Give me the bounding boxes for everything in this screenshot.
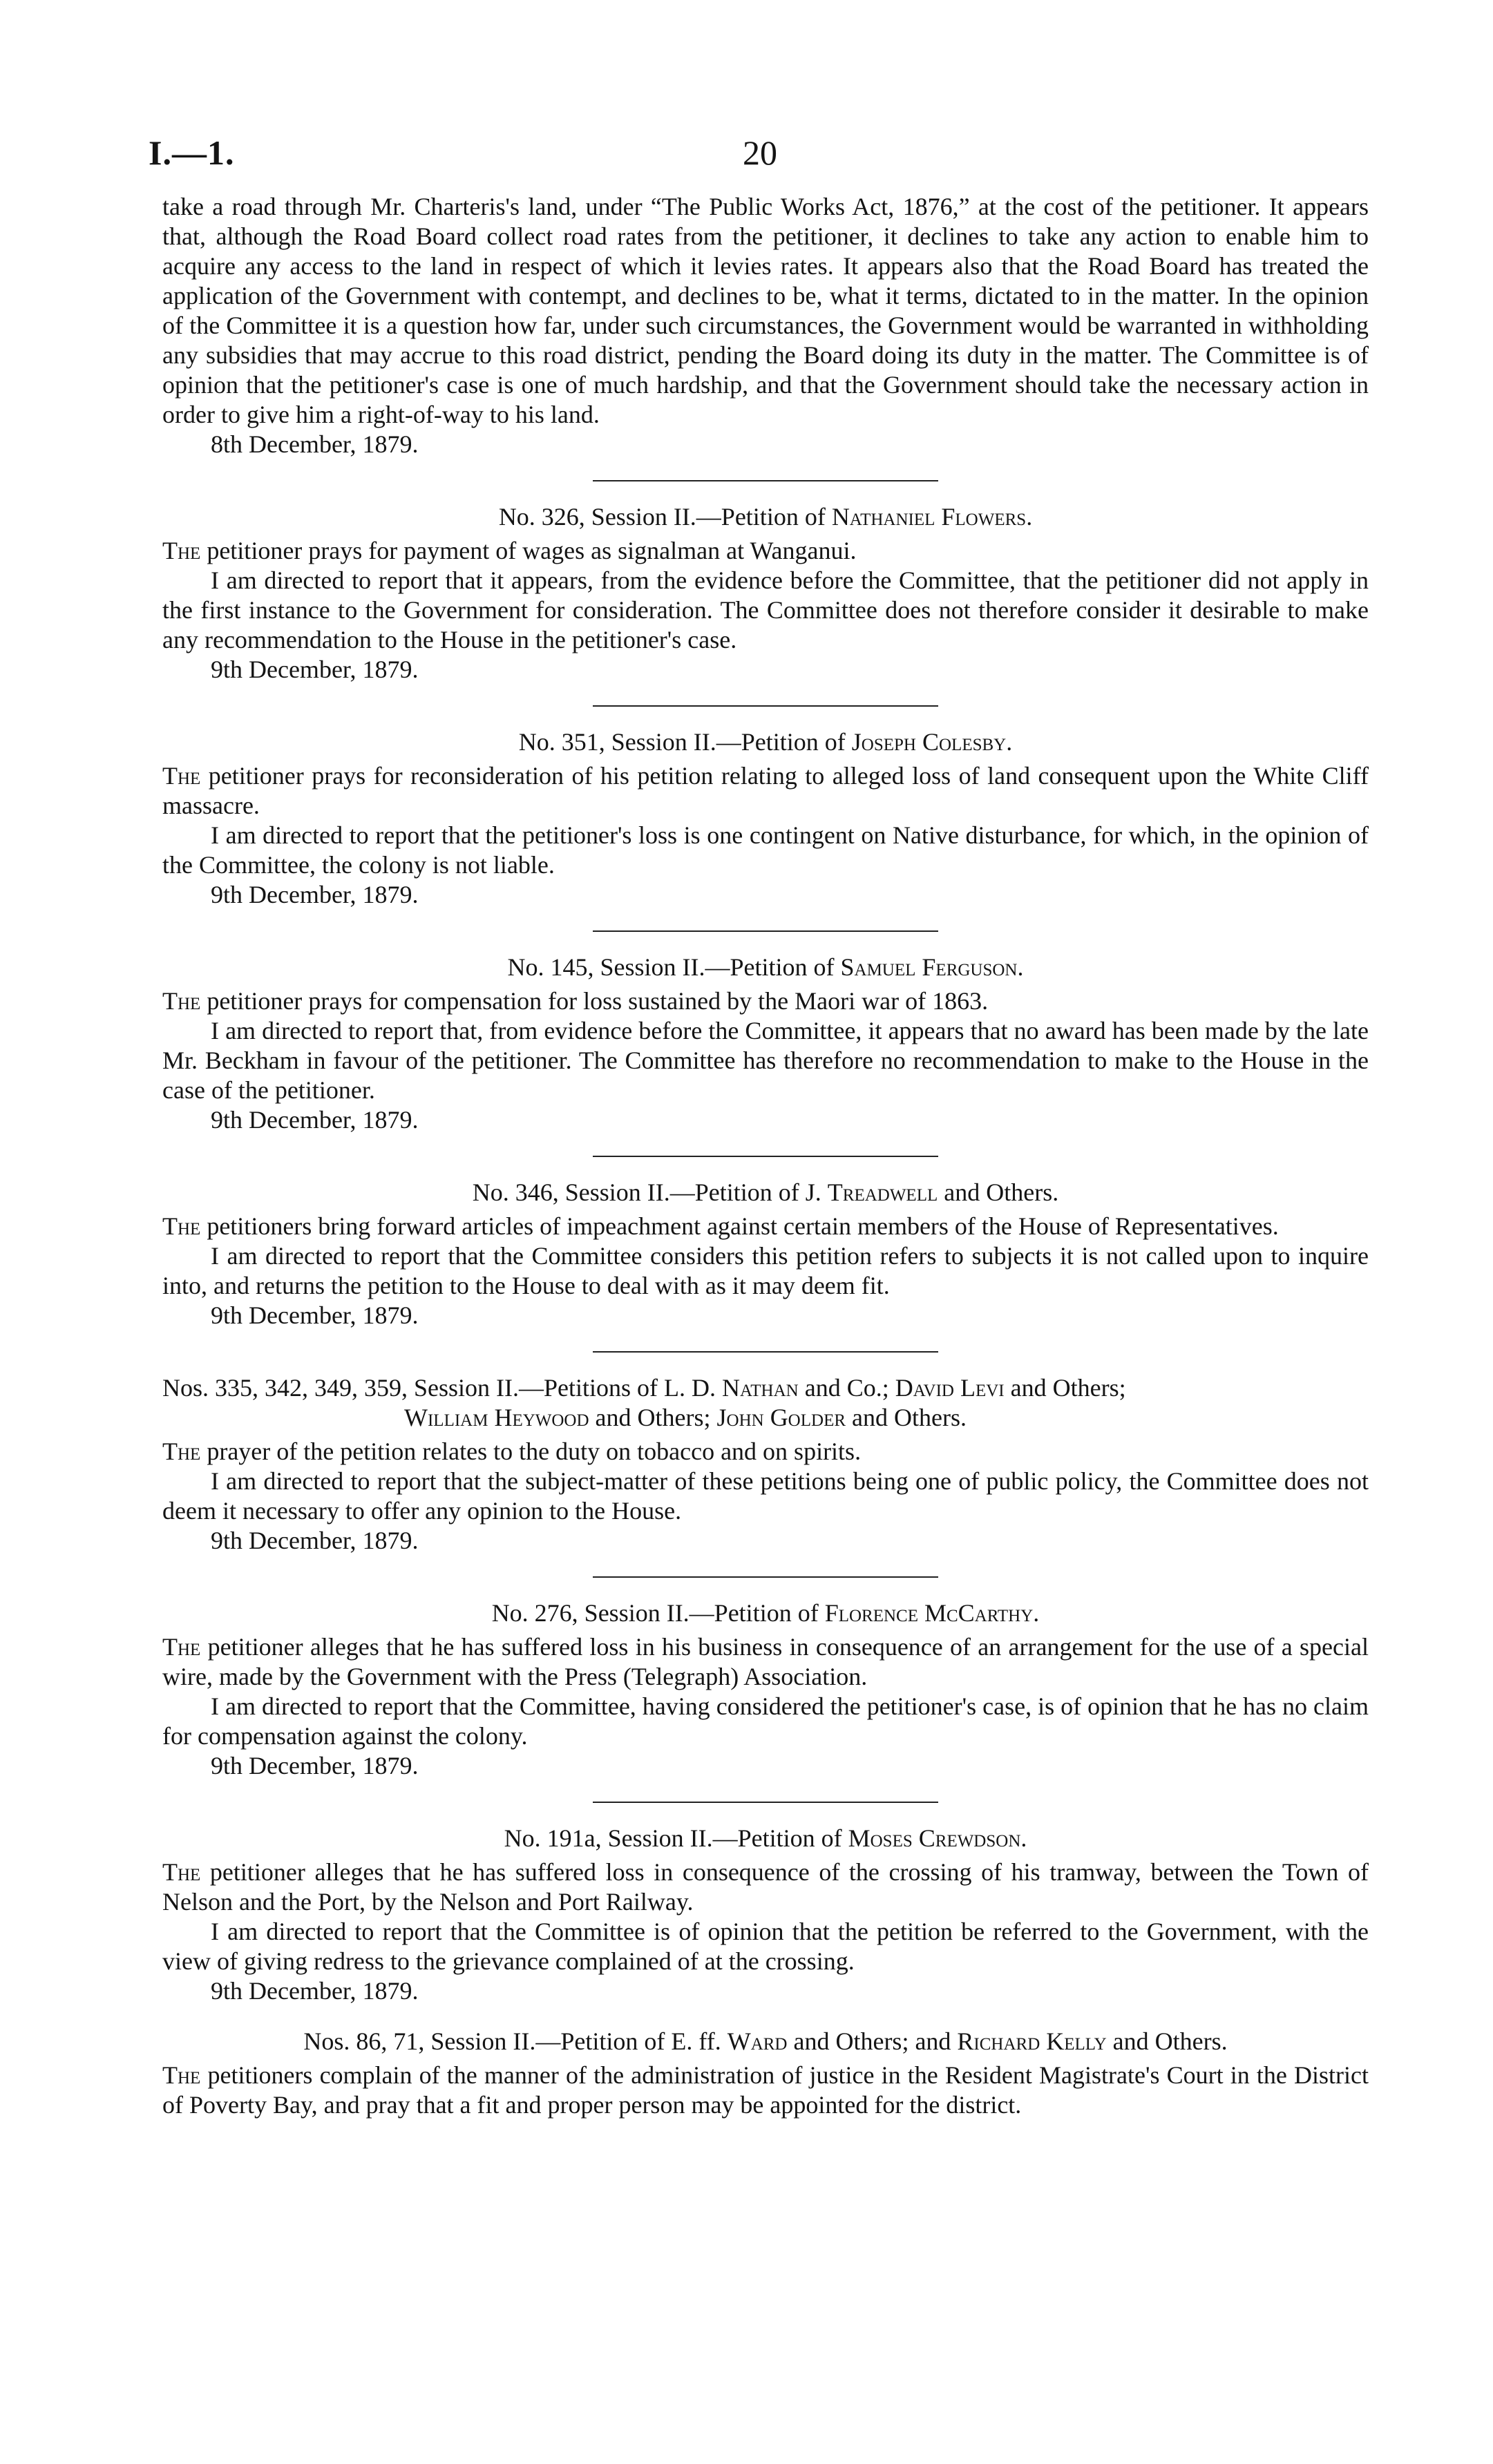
report-paragraph: I am directed to report that the Committee is of opinion that the petition be referred to the Government, with the view of giving redress to the grievance complained of at the crossing. — [162, 1918, 1369, 1975]
petitioner-name: Ward — [727, 2027, 788, 2055]
petitioner-name: William Heywood — [404, 1404, 589, 1431]
report-date: 9th December, 1879. — [211, 1977, 419, 2005]
prayer-paragraph: The petitioner alleges that he has suffered loss in his business in consequence of an arrangement for the use of a special wire, made by the Government with the Press (Telegraph) Association. — [162, 1633, 1369, 1690]
petition-section-multi — [162, 1373, 1369, 1556]
petition-section — [162, 2027, 1369, 2120]
petitioner-name: Nathan — [722, 1374, 799, 1402]
petition-heading: No. 346, Session II.—Petition of J. Treadwell and Others. — [472, 1178, 1059, 1206]
petitioner-name: David Levi — [895, 1374, 1005, 1402]
section-divider — [593, 1351, 938, 1353]
petition-heading: No. 326, Session II.—Petition of Nathaniel Flowers. — [498, 503, 1033, 531]
section-divider — [593, 1156, 938, 1157]
report-date: 9th December, 1879. — [211, 1301, 419, 1329]
section-divider — [593, 1802, 938, 1803]
prayer-paragraph: The petitioner prays for payment of wages as signalman at Wanganui. — [162, 537, 857, 564]
section-divider — [593, 480, 938, 481]
prayer-paragraph: The petitioner prays for compensation for loss sustained by the Maori war of 1863. — [162, 987, 989, 1015]
report-paragraph: I am directed to report that the Committee, having considered the petitioner's case, is of opinion that he has no claim for compensation against the colony. — [162, 1692, 1369, 1750]
petition-heading: No. 276, Session II.—Petition of Florence McCarthy. — [491, 1599, 1040, 1627]
petitioner-name: Florence McCarthy — [824, 1599, 1034, 1627]
prayer-paragraph: The prayer of the petition relates to the duty on tobacco and on spirits. — [162, 1438, 862, 1465]
petitioner-name: Samuel Ferguson — [840, 953, 1018, 981]
intro-block — [162, 192, 1369, 459]
petition-section — [162, 1598, 1369, 1781]
page-number: 20 — [743, 133, 777, 172]
prayer-paragraph: The petitioner alleges that he has suffered loss in consequence of the crossing of his tramway, between the Town of Nelson and the Port, by the Nelson and Port Railway. — [162, 1858, 1369, 1916]
petition-section — [162, 953, 1369, 1135]
prayer-paragraph: The petitioners complain of the manner of the administration of justice in the Resident Magistrate's Court in the District of Poverty Bay, and pray that a fit and proper person may be appointed for the district. — [162, 2061, 1369, 2119]
petition-heading: No. 351, Session II.—Petition of Joseph Colesby. — [518, 728, 1013, 756]
petitioner-name: Moses Crewdson — [848, 1824, 1021, 1852]
petitioner-name: Nathaniel Flowers — [831, 503, 1027, 531]
petition-section — [162, 502, 1369, 685]
report-paragraph: I am directed to report that it appears, from the evidence before the Committee, that the petitioner did not apply in the first instance to the Government for consideration. The Committee does not therefore consider it desirable to make any recommendation to the House in the petitioner's case. — [162, 566, 1369, 653]
prayer-paragraph: The petitioners bring forward articles of impeachment against certain members of the House of Representatives. — [162, 1212, 1279, 1240]
petition-section — [162, 1824, 1369, 2006]
prayer-paragraph: The petitioner prays for reconsideration of his petition relating to alleged loss of land consequent upon the White Cliff massacre. — [162, 762, 1369, 819]
petitioner-name: Treadwell — [827, 1178, 938, 1206]
petition-section — [162, 1178, 1369, 1330]
intro-paragraph: take a road through Mr. Charteris's land, under “The Public Works Act, 1876,” at the cost of the petitioner. It appears that, although the Road Board collect road rates from the petitioner, it declines to take any action to enable him to acquire any access to the land in respect of which it levies rates. It appears also that the Road Board has treated the application of the Government with contempt, and declines to be, what it terms, dictated to in the matter. In the opinion of the Committee it is a question how far, under such circumstances, the Government would be warranted in withholding any subsidies that may accrue to this road district, pending the Board doing its duty in the matter. The Committee is of opinion that the petitioner's case is one of much hardship, and that the Government should take the necessary action in order to give him a right-of-way to his land. — [162, 193, 1369, 428]
section-divider — [593, 1576, 938, 1578]
report-date: 9th December, 1879. — [211, 656, 419, 683]
document-reference: I.—1. — [149, 133, 235, 172]
petitioner-name: John Golder — [716, 1404, 846, 1431]
intro-date: 8th December, 1879. — [211, 430, 419, 458]
report-date: 9th December, 1879. — [211, 1527, 419, 1554]
petition-heading: Nos. 86, 71, Session II.—Petition of E. ff. Ward and Others; and Richard Kelly and Others. — [303, 2027, 1228, 2055]
petition-heading: No. 145, Session II.—Petition of Samuel Ferguson. — [507, 953, 1024, 981]
petition-section — [162, 727, 1369, 910]
report-date: 9th December, 1879. — [211, 1752, 419, 1779]
report-paragraph: I am directed to report that, from evidence before the Committee, it appears that no award has been made by the late Mr. Beckham in favour of the petitioner. The Committee has therefore no recommendation to make to the House in the case of the petitioner. — [162, 1017, 1369, 1104]
petitioner-name: Richard Kelly — [957, 2027, 1107, 2055]
report-paragraph: I am directed to report that the petitioner's loss is one contingent on Native disturbance, for which, in the opinion of the Committee, the colony is not liable. — [162, 821, 1369, 879]
petition-heading: Nos. 335, 342, 349, 359, Session II.—Petitions of L. D. Nathan and Co.; David Levi and Others; William Heywood and Others; John Golder and Others. — [162, 1374, 1126, 1431]
page-header — [149, 133, 1369, 180]
report-paragraph: I am directed to report that the Committee considers this petition refers to subjects it is not called upon to inquire into, and returns the petition to the House to deal with as it may deem fit. — [162, 1242, 1369, 1299]
petition-heading: No. 191a, Session II.—Petition of Moses Crewdson. — [504, 1824, 1027, 1852]
report-paragraph: I am directed to report that the subject-matter of these petitions being one of public policy, the Committee does not deem it necessary to offer any opinion to the House. — [162, 1467, 1369, 1525]
section-divider — [593, 705, 938, 707]
report-date: 9th December, 1879. — [211, 881, 419, 908]
section-divider — [593, 930, 938, 932]
report-date: 9th December, 1879. — [211, 1106, 419, 1134]
petitioner-name: Joseph Colesby — [851, 728, 1007, 756]
